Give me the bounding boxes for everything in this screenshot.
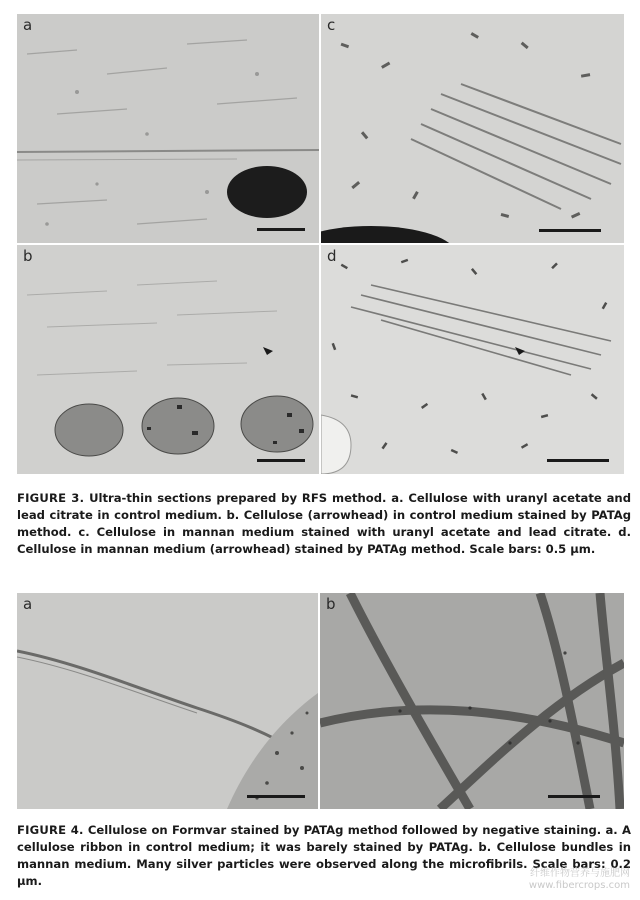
figure3-panel-c xyxy=(321,14,624,243)
figure3-panel-a xyxy=(17,14,319,243)
panel-label: b xyxy=(23,247,33,265)
panel-label: a xyxy=(23,595,33,613)
figure4-panel-a xyxy=(17,593,318,809)
micrograph-3b xyxy=(17,245,319,474)
figure4-caption-text: Cellulose on Formvar stained by PATAg method followed by negative staining. a. A cellulose ribbon in control medium; it was barely stained by PATAg. b. Cellulose bundles in mannan medium. Many silver particles were observed along the microfibrils. Scale bars: 0.2 μm. xyxy=(17,823,631,888)
watermark xyxy=(529,868,630,892)
figure4-panel-b xyxy=(320,593,624,809)
watermark-line1: 纤维作物营养与施肥网 xyxy=(530,868,630,879)
scale-bar xyxy=(539,229,601,232)
scale-bar xyxy=(247,795,305,798)
scale-bar xyxy=(257,459,305,462)
scale-bar xyxy=(257,228,305,231)
micrograph-4a xyxy=(17,593,318,809)
scale-bar xyxy=(547,459,609,462)
panel-label: b xyxy=(326,595,336,613)
figure3-caption-lead: FIGURE 3. xyxy=(17,491,85,505)
figure3-panel-d xyxy=(321,245,624,474)
figure3-caption-text: Ultra-thin sections prepared by RFS method. a. Cellulose with uranyl acetate and lead citrate in control medium. b. Cellulose (arrowhead) in control medium stained by PATAg method. c. Cellulose in mannan medium stained with uranyl acetate and lead citrate. d. Cellulose in mannan medium (arrowhead) stained by PATAg method. Scale bars: 0.5 μm. xyxy=(17,491,631,556)
panel-label: a xyxy=(23,16,33,34)
micrograph-3c xyxy=(321,14,624,243)
micrograph-4b xyxy=(320,593,624,809)
panel-label: c xyxy=(327,16,336,34)
scale-bar xyxy=(548,795,600,798)
watermark-line2: www.fibercrops.com xyxy=(528,880,630,891)
micrograph-3a xyxy=(17,14,319,243)
figure3-panel-b xyxy=(17,245,319,474)
panel-label: d xyxy=(327,247,337,265)
micrograph-3d xyxy=(321,245,624,474)
figure4-caption-lead: FIGURE 4. xyxy=(17,823,84,837)
figure3-caption xyxy=(17,490,631,558)
